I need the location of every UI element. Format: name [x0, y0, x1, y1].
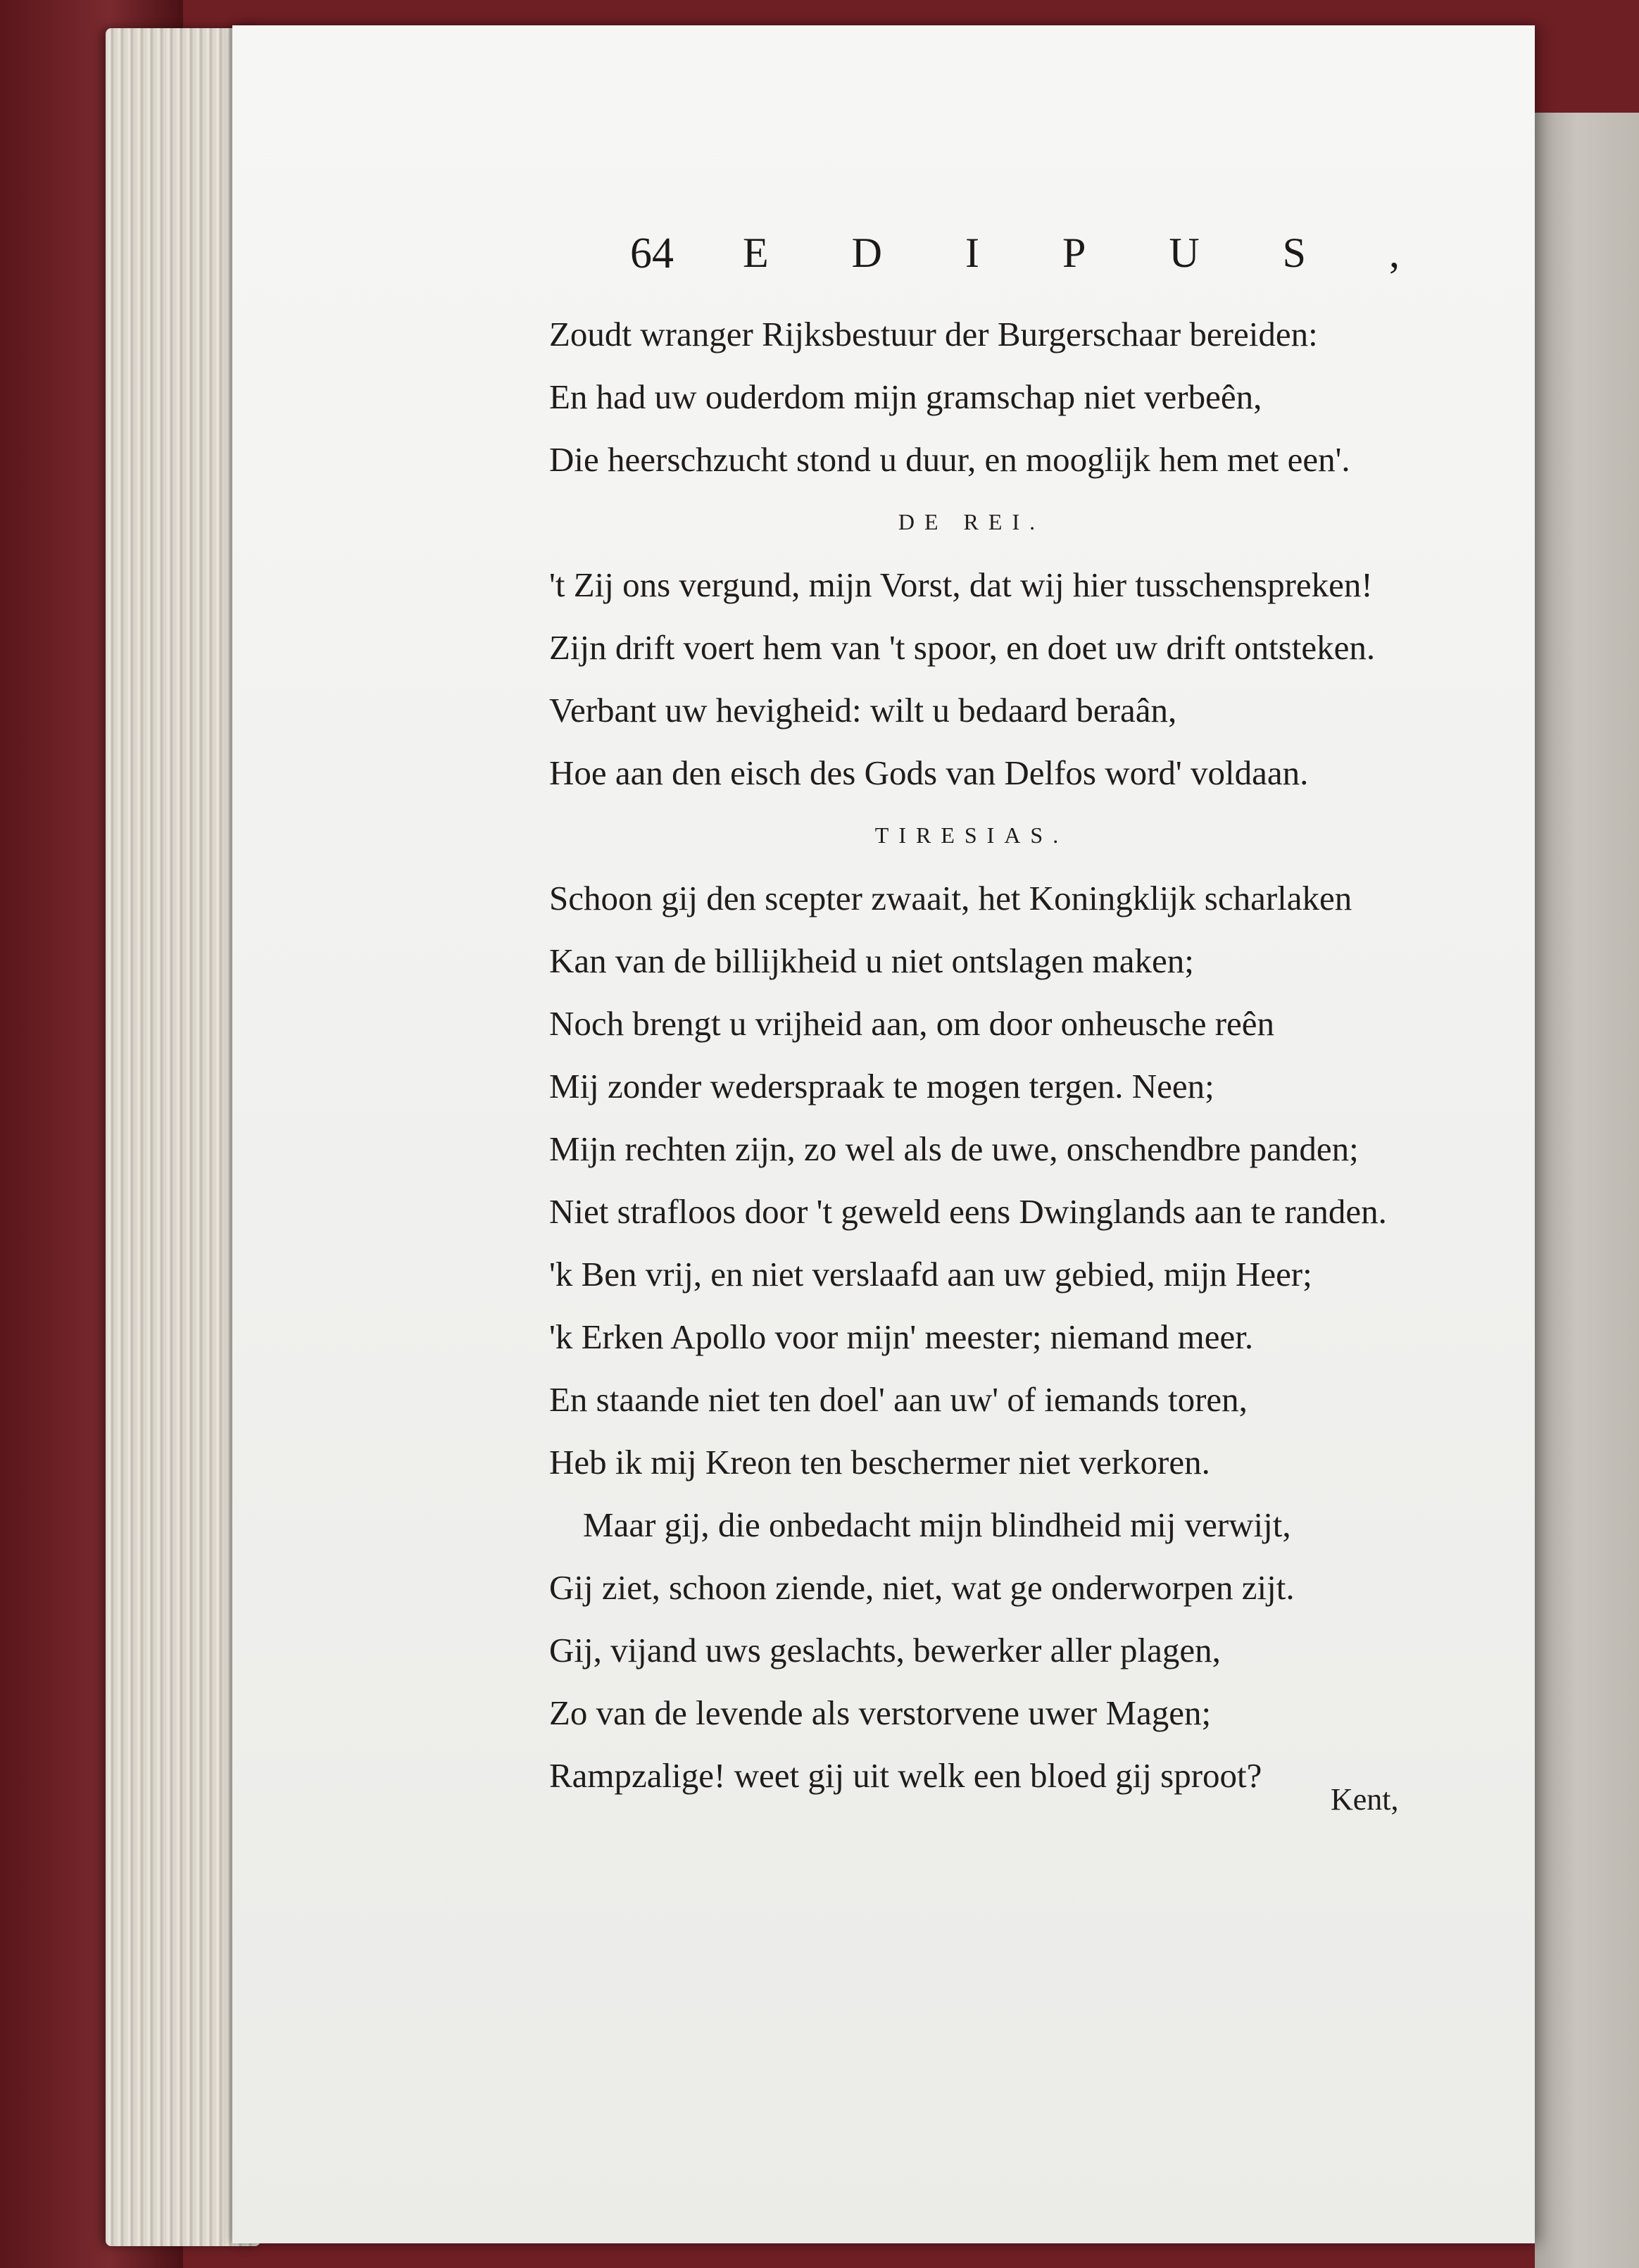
speaker-heading-de-rei: DE REI. [898, 509, 1045, 534]
verse-line: En had uw ouderdom mijn gramschap niet verbeên, [549, 377, 1262, 416]
page-number: 64 [630, 230, 674, 277]
verse-line: Mij zonder wederspraak te mogen tergen. Neen; [549, 1067, 1214, 1105]
verse-line: Zo van de levende als verstorvene uwer Magen; [549, 1693, 1212, 1732]
speaker-heading-tiresias: TIRESIAS. [874, 822, 1069, 848]
verse-line: Zoudt wranger Rijksbestuur der Burgerschaar bereiden: [549, 315, 1318, 353]
verse-line: Schoon gij den scepter zwaait, het Koningklijk scharlaken [549, 879, 1352, 917]
verse-block-4 [549, 1493, 1436, 1807]
verse-line: Verbant uw hevigheid: wilt u bedaard beraân, [549, 691, 1177, 729]
verse-line: En staande niet ten doel' aan uw' of iemands toren, [549, 1380, 1248, 1419]
verse-line: Maar gij, die onbedacht mijn blindheid mij verwijt, [583, 1505, 1291, 1544]
verse-line: Zijn drift voert hem van 't spoor, en doet uw drift ontsteken. [549, 628, 1376, 667]
verse-line: Rampzalige! weet gij uit welk een bloed gij sproot? [549, 1756, 1262, 1795]
verse-block-2 [549, 553, 1436, 804]
facing-page [1535, 113, 1639, 2268]
verse-line: 'k Ben vrij, en niet verslaafd aan uw gebied, mijn Heer; [549, 1255, 1312, 1293]
verse-line: Heb ik mij Kreon ten beschermer niet verkoren. [549, 1443, 1210, 1481]
verse-line: Die heerschzucht stond u duur, en mooglijk hem met een'. [549, 440, 1350, 479]
verse-line: Gij ziet, schoon ziende, niet, wat ge onderworpen zijt. [549, 1568, 1295, 1607]
catchword: Kent, [1331, 1782, 1399, 1817]
verse-block-1 [549, 303, 1436, 491]
page-header [630, 229, 1483, 313]
running-head: EDIPUS, [743, 230, 1483, 276]
page-text [549, 303, 1436, 1807]
verse-line: 't Zij ons vergund, mijn Vorst, dat wij hier tusschenspreken! [549, 565, 1373, 604]
verse-line: Niet strafloos door 't geweld eens Dwinglands aan te randen. [549, 1192, 1387, 1231]
verse-line: Kan van de billijkheid u niet ontslagen maken; [549, 941, 1194, 980]
verse-line: Noch brengt u vrijheid aan, om door onheusche reên [549, 1004, 1275, 1043]
verse-line: Hoe aan den eisch des Gods van Delfos word' voldaan. [549, 753, 1309, 792]
verse-line: Gij, vijand uws geslachts, bewerker aller plagen, [549, 1631, 1221, 1669]
verse-line: 'k Erken Apollo voor mijn' meester; niemand meer. [549, 1317, 1254, 1356]
verse-line: Mijn rechten zijn, zo wel als de uwe, onschendbre panden; [549, 1129, 1359, 1168]
verse-block-3 [549, 867, 1436, 1493]
